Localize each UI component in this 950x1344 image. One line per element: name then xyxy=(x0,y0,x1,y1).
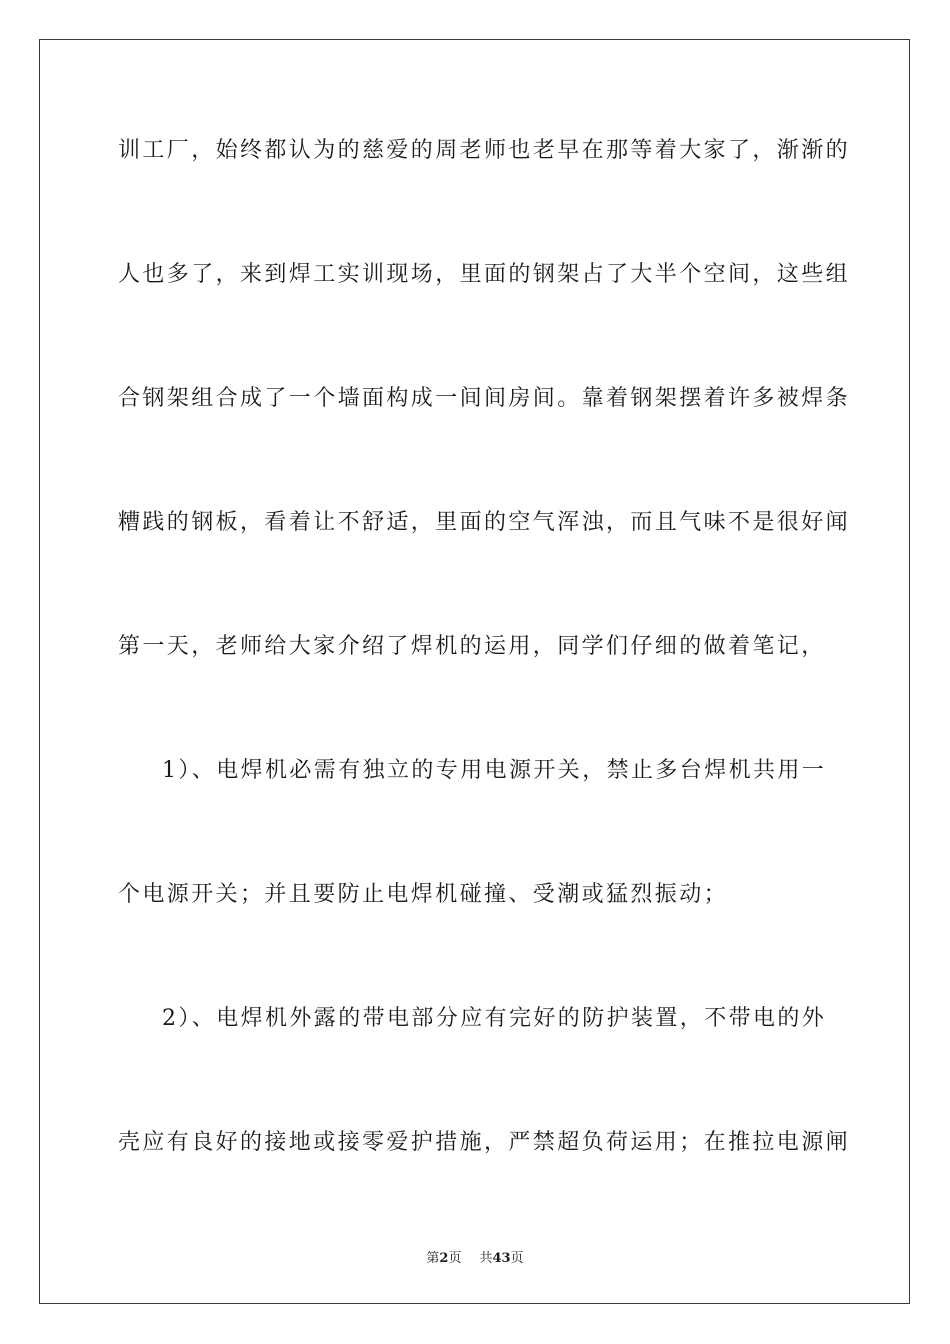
paragraph-line-3: 合钢架组合成了一个墙面构成一间间房间。靠着钢架摆着许多被焊条 xyxy=(118,386,851,411)
footer-page-suffix: 页 xyxy=(448,1251,462,1266)
paragraph-line-2: 人也多了，来到焊工实训现场，里面的钢架占了大半个空间，这些组 xyxy=(118,262,851,287)
paragraph-line-5: 第一天，老师给大家介绍了焊机的运用，同学们仔细的做着笔记， xyxy=(118,634,826,659)
paragraph-line-6: 1）、电焊机必需有独立的专用电源开关，禁止多台焊机共用一 xyxy=(162,758,827,783)
paragraph-line-8: 2）、电焊机外露的带电部分应有完好的防护装置，不带电的外 xyxy=(162,1006,827,1031)
page-footer xyxy=(0,1247,950,1266)
paragraph-line-7: 个电源开关；并且要防止电焊机碰撞、受潮或猛烈振动； xyxy=(118,882,729,907)
paragraph-line-4: 糟践的钢板，看着让不舒适，里面的空气浑浊，而且气味不是很好闻 xyxy=(118,510,851,535)
footer-page-prefix: 第 xyxy=(426,1251,440,1266)
footer-current-page: 2 xyxy=(439,1251,449,1266)
footer-total-suffix: 页 xyxy=(510,1251,524,1266)
paragraph-line-9: 壳应有良好的接地或接零爱护措施，严禁超负荷运用；在推拉电源闸 xyxy=(118,1130,851,1155)
footer-total-pages: 43 xyxy=(492,1251,511,1266)
footer-total-prefix: 共 xyxy=(479,1251,493,1266)
page-border xyxy=(39,39,910,1304)
paragraph-line-1: 训工厂，始终都认为的慈爱的周老师也老早在那等着大家了，渐渐的 xyxy=(118,138,851,163)
